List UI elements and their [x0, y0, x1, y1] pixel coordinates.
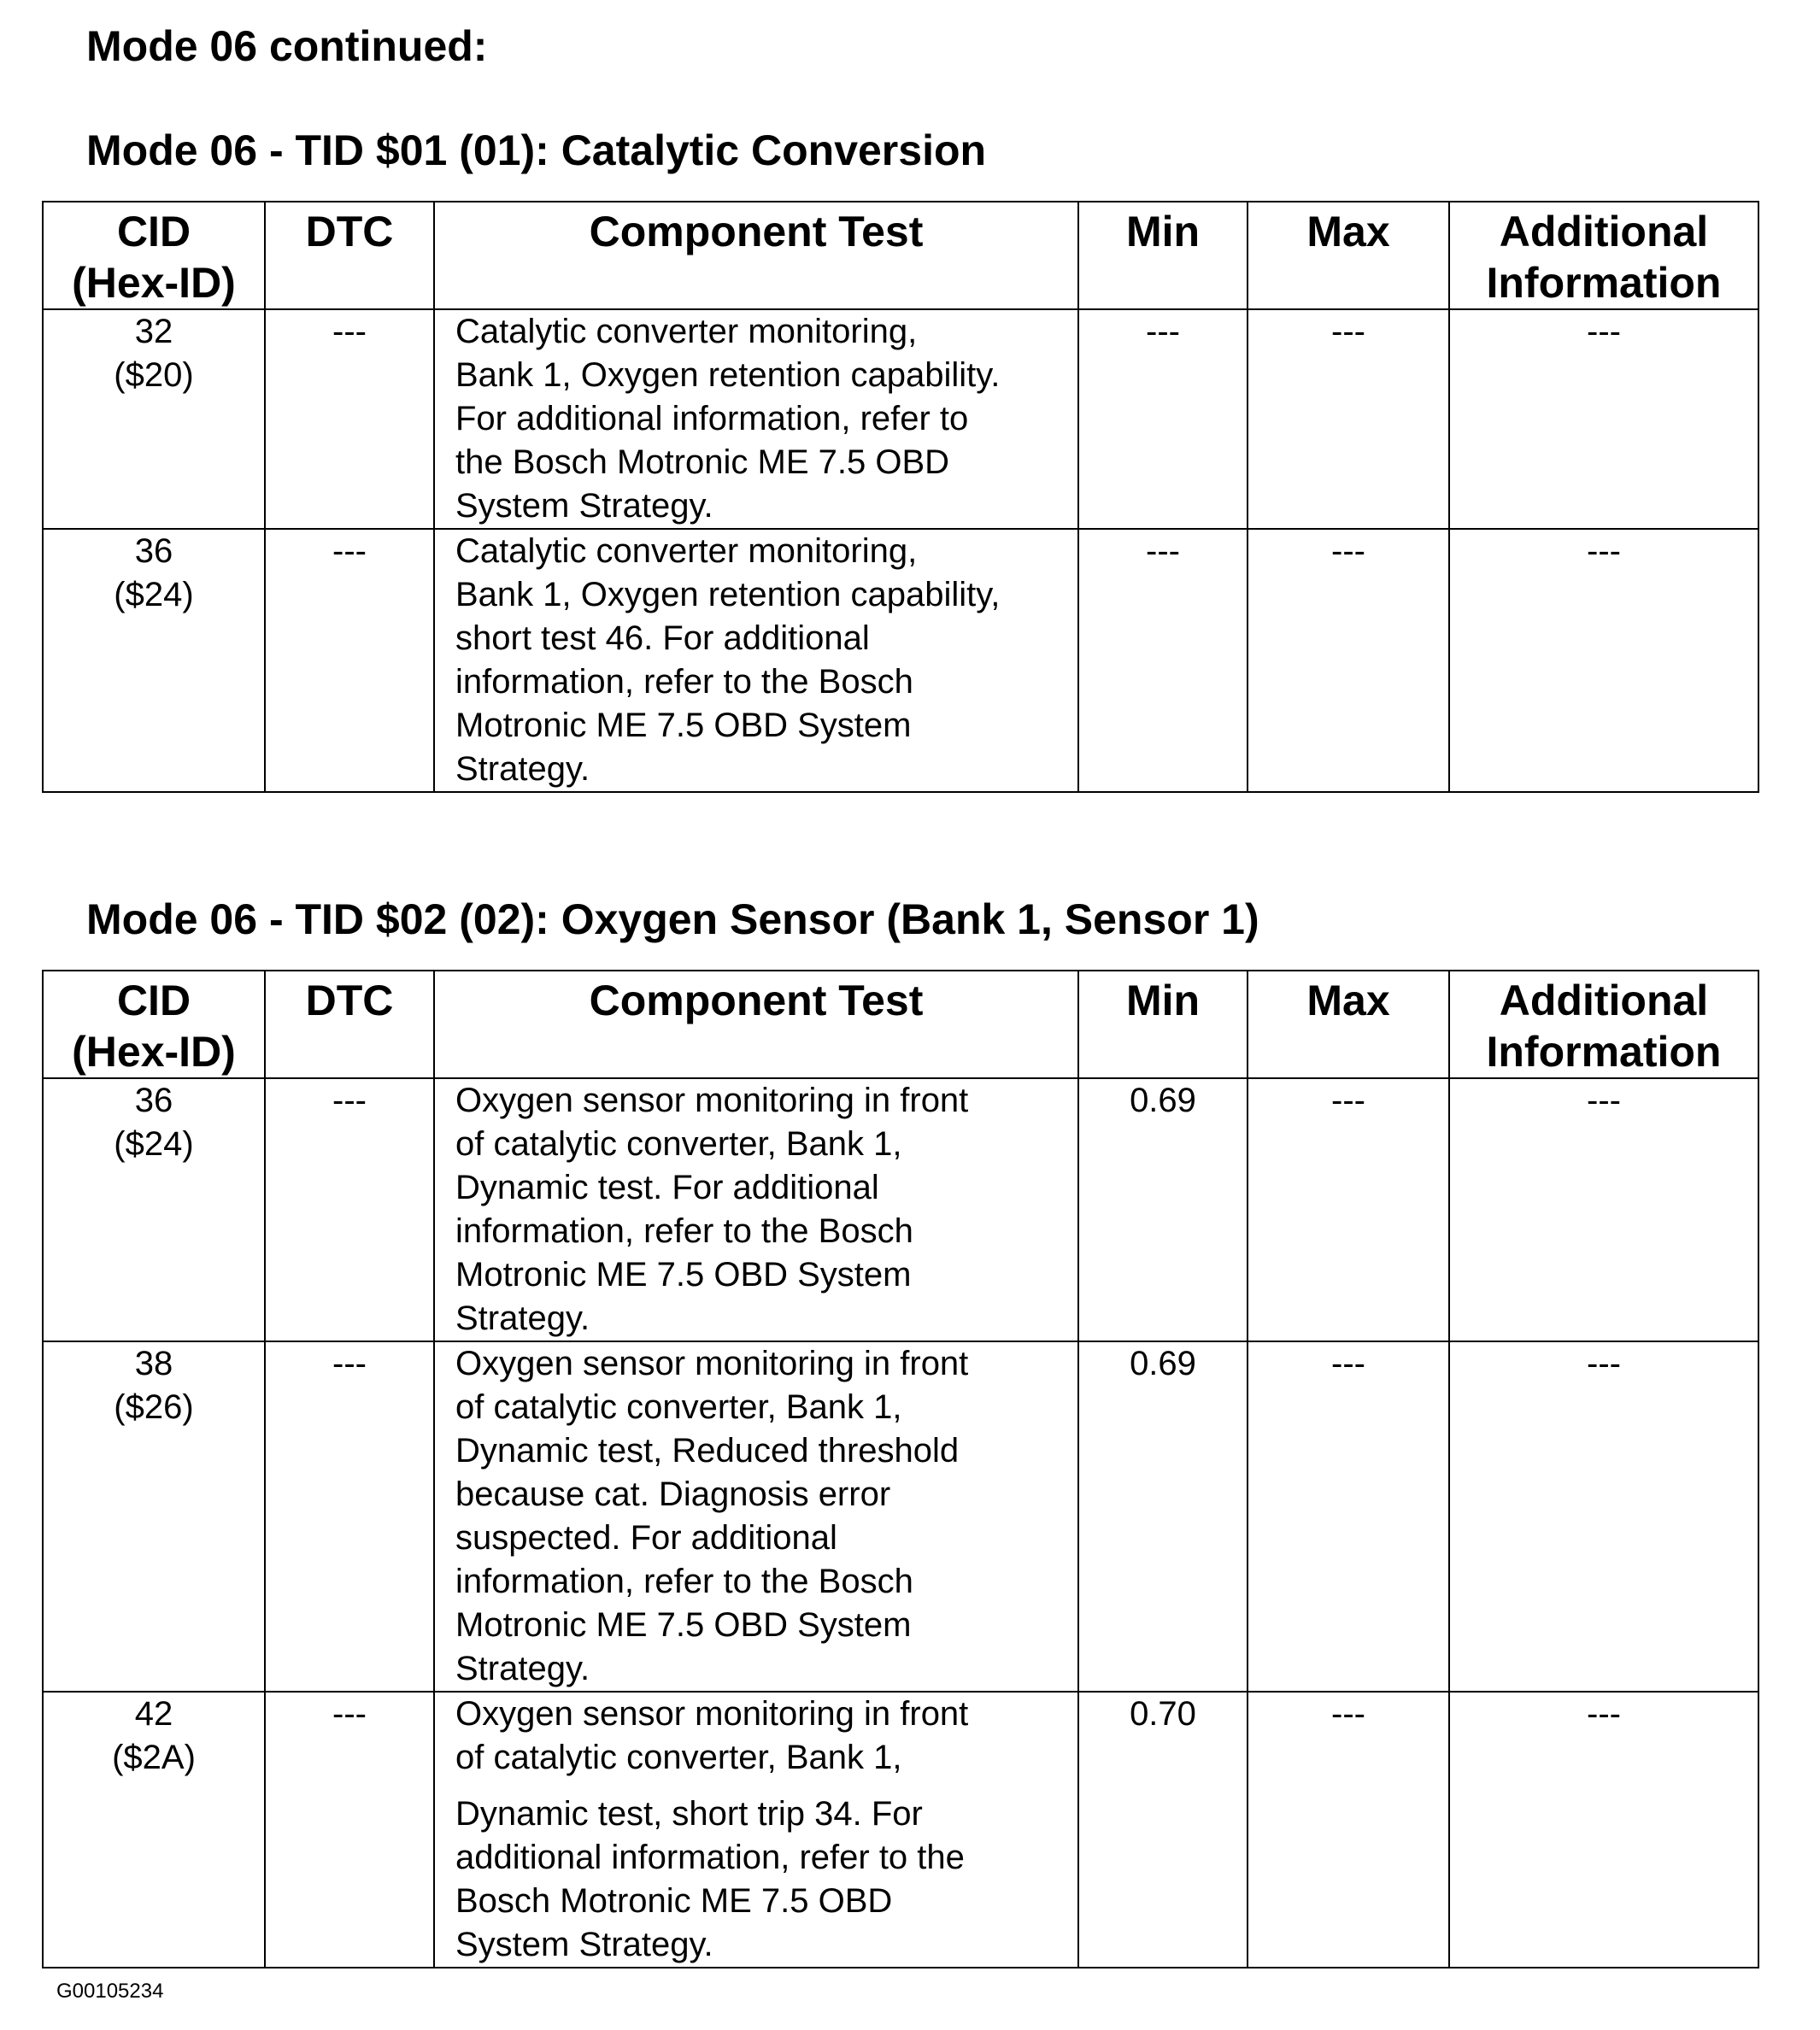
header-max: Max	[1248, 202, 1449, 309]
additional-cell: ---	[1449, 1078, 1758, 1341]
test-line: short test 46. For additional	[455, 619, 870, 657]
header-cid	[43, 971, 265, 1078]
dtc-cell: ---	[265, 529, 434, 792]
table-tid-01	[42, 201, 1759, 793]
test-line: Dynamic test, short trip 34. For	[455, 1795, 923, 1833]
test-line: suspected. For additional	[455, 1519, 837, 1557]
table-title-tid-01: Mode 06 - TID $01 (01): Catalytic Conversion	[86, 126, 987, 174]
hex-value: ($2A)	[112, 1739, 196, 1776]
test-line: Bosch Motronic ME 7.5 OBD	[455, 1882, 893, 1920]
table-title-tid-02: Mode 06 - TID $02 (02): Oxygen Sensor (Bank 1, Sensor 1)	[86, 895, 1259, 943]
test-line: Catalytic converter monitoring,	[455, 313, 918, 350]
cid-value: 36	[134, 1082, 173, 1119]
cid-value: 36	[134, 532, 173, 570]
header-dtc: DTC	[265, 202, 434, 309]
cid-value: 42	[134, 1695, 173, 1733]
header-additional	[1449, 971, 1758, 1078]
test-line: Dynamic test, Reduced threshold	[455, 1432, 960, 1470]
additional-cell: ---	[1449, 529, 1758, 792]
test-line: Oxygen sensor monitoring in front	[455, 1345, 969, 1382]
max-cell: ---	[1248, 1078, 1449, 1341]
test-line: Oxygen sensor monitoring in front	[455, 1695, 969, 1733]
header-row	[43, 202, 1758, 309]
max-cell: ---	[1248, 1692, 1449, 1968]
header-dtc: DTC	[265, 971, 434, 1078]
dtc-cell: ---	[265, 1341, 434, 1692]
test-line: information, refer to the Bosch	[455, 1212, 913, 1250]
component-test-cell	[434, 529, 1078, 792]
component-test-cell	[434, 1341, 1078, 1692]
table-row	[43, 1078, 1758, 1341]
test-line: Oxygen sensor monitoring in front	[455, 1082, 969, 1119]
test-line-spacer	[455, 1780, 1067, 1792]
hex-value: ($24)	[114, 576, 194, 613]
header-min: Min	[1078, 971, 1248, 1078]
header-component-test: Component Test	[434, 202, 1078, 309]
additional-cell: ---	[1449, 1692, 1758, 1968]
test-line: Strategy.	[455, 1300, 590, 1337]
table-row	[43, 1341, 1758, 1692]
header-min: Min	[1078, 202, 1248, 309]
component-test-cell	[434, 1078, 1078, 1341]
table-tid-02	[42, 970, 1759, 1968]
dtc-cell: ---	[265, 1692, 434, 1968]
cid-cell	[43, 309, 265, 529]
test-line: System Strategy.	[455, 487, 713, 525]
max-cell: ---	[1248, 529, 1449, 792]
test-line: For additional information, refer to	[455, 400, 969, 437]
test-line: Motronic ME 7.5 OBD System	[455, 1606, 912, 1644]
header-cid-line2: (Hex-ID)	[72, 259, 236, 307]
min-cell: 0.69	[1078, 1078, 1248, 1341]
test-line: Bank 1, Oxygen retention capability,	[455, 576, 1001, 613]
dtc-cell: ---	[265, 1078, 434, 1341]
test-line: System Strategy.	[455, 1926, 713, 1963]
test-line: information, refer to the Bosch	[455, 1563, 913, 1600]
min-cell: ---	[1078, 309, 1248, 529]
header-additional	[1449, 202, 1758, 309]
max-cell: ---	[1248, 309, 1449, 529]
test-line: information, refer to the Bosch	[455, 663, 913, 701]
min-cell: 0.69	[1078, 1341, 1248, 1692]
component-test-cell	[434, 1692, 1078, 1968]
component-test-cell	[434, 309, 1078, 529]
test-line: because cat. Diagnosis error	[455, 1476, 891, 1513]
hex-value: ($26)	[114, 1388, 194, 1426]
max-cell: ---	[1248, 1341, 1449, 1692]
test-line: Motronic ME 7.5 OBD System	[455, 707, 912, 744]
header-component-test: Component Test	[434, 971, 1078, 1078]
table-row	[43, 1692, 1758, 1968]
dtc-cell: ---	[265, 309, 434, 529]
test-line: Catalytic converter monitoring,	[455, 532, 918, 570]
header-cid	[43, 202, 265, 309]
hex-value: ($20)	[114, 356, 194, 394]
test-line: Bank 1, Oxygen retention capability.	[455, 356, 1001, 394]
header-additional-line1: Additional	[1499, 977, 1709, 1024]
test-line: additional information, refer to the	[455, 1839, 965, 1876]
test-line: of catalytic converter, Bank 1,	[455, 1739, 902, 1776]
test-line: of catalytic converter, Bank 1,	[455, 1125, 902, 1163]
min-cell: ---	[1078, 529, 1248, 792]
header-max: Max	[1248, 971, 1449, 1078]
table-row	[43, 309, 1758, 529]
test-line: Strategy.	[455, 1650, 590, 1687]
additional-cell: ---	[1449, 1341, 1758, 1692]
header-additional-line2: Information	[1486, 1028, 1722, 1076]
header-cid-line2: (Hex-ID)	[72, 1028, 236, 1076]
test-line: of catalytic converter, Bank 1,	[455, 1388, 902, 1426]
table-row	[43, 529, 1758, 792]
additional-cell: ---	[1449, 309, 1758, 529]
test-line: Dynamic test. For additional	[455, 1169, 879, 1206]
header-row	[43, 971, 1758, 1078]
cid-cell	[43, 1341, 265, 1692]
test-line: Motronic ME 7.5 OBD System	[455, 1256, 912, 1294]
hex-value: ($24)	[114, 1125, 194, 1163]
header-cid-line1: CID	[116, 977, 191, 1024]
header-additional-line1: Additional	[1499, 208, 1709, 255]
cid-cell	[43, 529, 265, 792]
min-cell: 0.70	[1078, 1692, 1248, 1968]
cid-cell	[43, 1692, 265, 1968]
test-line: the Bosch Motronic ME 7.5 OBD	[455, 443, 950, 481]
page-heading: Mode 06 continued:	[86, 22, 488, 70]
cid-cell	[43, 1078, 265, 1341]
figure-code: G00105234	[56, 1980, 164, 2003]
header-cid-line1: CID	[116, 208, 191, 255]
header-additional-line2: Information	[1486, 259, 1722, 307]
cid-value: 38	[134, 1345, 173, 1382]
test-line: Strategy.	[455, 750, 590, 788]
cid-value: 32	[134, 313, 173, 350]
